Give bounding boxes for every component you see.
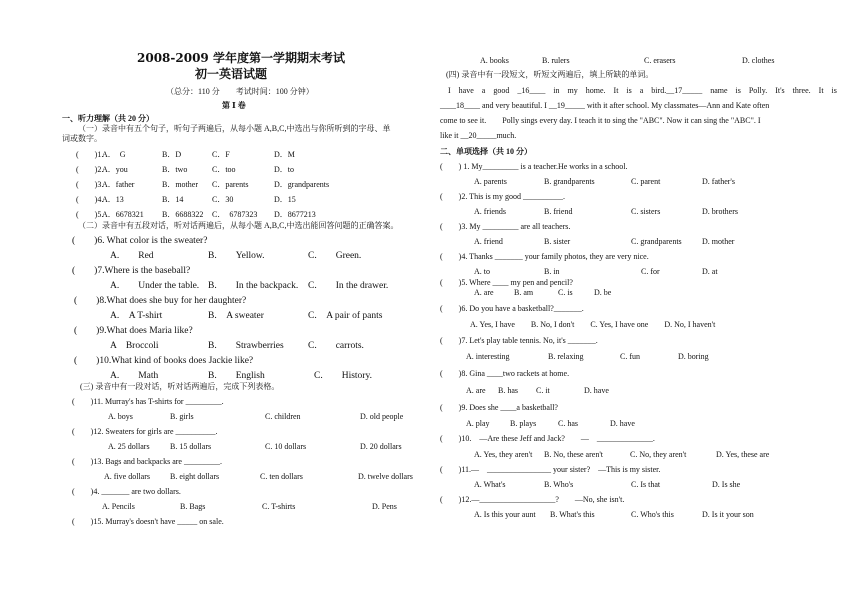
mc3-option-a[interactable]: A. friend [474,237,503,246]
mc7-option-a[interactable]: A. interesting [466,352,510,361]
q14-option-d[interactable]: D. Pens [372,502,397,511]
mc9-option-a[interactable]: A. play [466,419,490,428]
q3-option-c[interactable]: C．parents [212,180,249,189]
mc10-option-b[interactable]: B. No, these aren't [544,450,603,459]
q6-option-a[interactable]: A. Red [110,251,154,261]
q12-option-c[interactable]: C. 10 dollars [265,442,307,451]
mc11-option-a[interactable]: A. What's [474,480,506,489]
q2-option-d[interactable]: D．to [274,165,294,174]
q9-option-a[interactable]: A Broccoli [110,341,159,351]
mc12-option-b[interactable]: B. What's this [550,510,595,519]
mc-question-6-options[interactable]: A. Yes, I have B. No, I don't C. Yes, I have one D. No, I haven't [470,320,716,329]
passage-line-1: I have a good _16____ in my home. It is a bird.__17_____ name is Polly. It's three. It is [448,86,837,95]
q2-option-a[interactable]: A．you [102,165,128,174]
q2-option-c[interactable]: C．too [212,165,236,174]
mc3-option-c[interactable]: C. grandparents [631,237,682,246]
q15-option-d[interactable]: D. clothes [742,56,775,65]
mc2-option-d[interactable]: D. brothers [702,207,738,216]
mc4-option-b[interactable]: B. in [544,267,560,276]
q13-option-c[interactable]: C. ten dollars [260,472,303,481]
section1-instructions-cont: 词或数字。 [62,134,102,143]
mc-question-3: ( )3. My _________ are all teachers. [440,222,571,231]
mc1-option-a[interactable]: A. parents [474,177,507,186]
exam-page: 2008-2009 学年度第一学期期末考试 初一英语试题 （总分：110 分 考试时间：100 分钟） 第 Ⅰ 卷 一、听力理解（共 20 分） （一）录音中有五个句子，听句子两遍后，从每小题 A,B,C,中选出与你所听到的字母、单 词或数字。 ( )1. A． G B．D C．F D．M ( )2. A．you B．two C．too D．to ( )3. A．father B．mother C．parents D．grandparents ( )4. A．13 B．14 C．30 D．15 ( )5. A．6678321 B．6688322 C． 6787323 D．8677213 （二）录音中有五段对话，听对话两遍后，从每小题 A,B,C,中选出能回答问题的正确答案。 ( )6. What color is the sweater? A. Red B. Yellow. C. Green. ( )7.Where is the baseball? A. Under the table. B. In the backpack. C. In the drawer. ( )8.What does she buy for her daughter? A. A T-shirt B. A sweater C. A pair of pants ( )9.What does Maria like? A Broccoli B. Strawberries C. carrots. ( )10.What kind of books does Jackie like? A. Math B. English C. History. (三) 录音中有一段对话，听对话两遍后，完成下列表格。 ( )11. Murray's has T-shirts for _________. A. boys B. girls C. children D. old people ( )12. Sweaters for girls are __________. A. 25 dollars B. 15 dollars C. 10 dollars D. 20 dollars ( )13. Bags and backpacks are _________. A. five dollars B. eight dollars C. ten dollars D. twelve dollars ( )4. _______ are two dollars. A. Pencils B. Bags C. T-shirts D. Pens ( )15. Murray's doesn't have _____ on sale. A. books B. rulers C. erasers D. clothes (四) 录音中有一段短文，听短文两遍后，填上所缺的单词。 I have a good _16____ in my home. It is a bird.__17_____ name is Polly. It's three. It is ____18____ and very beautiful. I __19_____ with it after school. My classmates—Ann and Kate often come to see it. Polly sings every day. I teach it to sing the "ABC". Now it can sing the "ABC". I like it __20_____much. 二、单项选择（共 10 分） ( ) 1. My_________ is a teacher.He works in a school. A. parents B. grandparents C. parent D. father's ( )2. This is my good __________. A. friends B. friend C. sisters D. brothers ( )3. My _________ are all teachers. A. friend B. sister C. grandparents D. mother ( )4. Thanks _______ your family photos, they are very nice. A. to B. in C. for D. at ( )5. Where ____ my pen and pencil? A. are B. am C. is D. be ( )6. Do you have a basketball?_______. A. Yes, I have B. No, I don't C. Yes, I have one D. No, I haven't ( )7. Let's play table tennis. No, it's _______. A. interesting B. relaxing C. fun D. boring ( )8. Gina ____two rackets at home. A. are B. has C. it D. have ( )9. Does she ____a basketball? A. play B. plays C. has D. have ( )10. —Are these Jeff and Jack? — ______________. A. Yes, they aren't B. No, these aren't C. No, they aren't D. Yes, these are ( )11.— ________________ your sister? —This is my sister. A. What's B. Who's C. Is that D. Is she ( )12.—___________________? —No, she isn't. A. Is this your aunt B. What's this C. Who's this D. Is it your son [62,51,837,526]
q4-option-b[interactable]: B．14 [162,195,184,204]
mc11-option-c[interactable]: C. Is that [631,480,661,489]
mc8-option-b[interactable]: B. has [498,386,518,395]
mc-question-1: ( ) 1. My_________ is a teacher.He works in a school. [440,162,628,171]
passage-line-4: like it __20_____much. [440,131,517,140]
question-8: ( )8.What does she buy for her daughter? [74,296,247,306]
section1-instructions: （一）录音中有五个句子，听句子两遍后，从每小题 A,B,C,中选出与你所听到的字母、单 [78,124,391,133]
mc9-option-d[interactable]: D. have [610,419,635,428]
q10-option-a[interactable]: A. Math [110,371,159,381]
part1-heading: 一、听力理解（共 20 分） [62,114,154,123]
q1-option-c[interactable]: C．F [212,150,230,159]
q5-option-a[interactable]: A．6678321 [102,210,144,219]
q4-option-d[interactable]: D．15 [274,195,296,204]
q11-option-b[interactable]: B. girls [170,412,194,421]
mc-question-6: ( )6. Do you have a basketball?_______. [440,304,584,313]
section4-instructions: (四) 录音中有一段短文，听短文两遍后，填上所缺的单词。 [446,70,654,79]
q6-option-c[interactable]: C. Green. [308,251,362,261]
question-6: ( )6. What color is the sweater? [72,236,208,246]
question-12: ( )12. Sweaters for girls are __________. [72,427,218,436]
q9-option-b[interactable]: B. Strawberries [208,341,284,351]
q14-option-a[interactable]: A. Pencils [102,502,135,511]
q12-option-b[interactable]: B. 15 dollars [170,442,212,451]
q12-option-a[interactable]: A. 25 dollars [108,442,150,451]
mc-question-8: ( )8. Gina ____two rackets at home. [440,369,570,378]
q4-option-a[interactable]: A．13 [102,195,124,204]
section3-instructions: (三) 录音中有一段对话，听对话两遍后，完成下列表格。 [80,382,280,391]
q14-option-b[interactable]: B. Bags [180,502,206,511]
mc3-option-b[interactable]: B. sister [544,237,571,246]
q10-option-c[interactable]: C. History. [314,371,372,381]
passage-line-3: come to see it. Polly sings every day. I teach it to sing the "ABC". Now it can sing the "ABC". I [440,116,761,125]
section2-instructions: （二）录音中有五段对话，听对话两遍后，从每小题 A,B,C,中选出能回答问题的正确答案。 [78,221,399,230]
mc4-option-a[interactable]: A. to [474,267,490,276]
mc2-option-b[interactable]: B. friend [544,207,573,216]
mc4-option-d[interactable]: D. at [702,267,718,276]
q15-option-c[interactable]: C. erasers [644,56,676,65]
mc2-option-c[interactable]: C. sisters [631,207,661,216]
mc10-option-d[interactable]: D. Yes, these are [716,450,770,459]
q15-option-a[interactable]: A. books [480,56,509,65]
mc-question-5: ( )5. Where ____ my pen and pencil? [440,278,573,287]
mc11-option-b[interactable]: B. Who's [544,480,574,489]
question-7: ( )7.Where is the baseball? [72,266,191,276]
q7-option-c[interactable]: C. In the drawer. [308,281,389,291]
question-9: ( )9.What does Maria like? [74,326,193,336]
q8-option-a[interactable]: A. A T-shirt [110,311,163,321]
part2-heading: 二、单项选择（共 10 分） [440,147,532,156]
mc12-option-c[interactable]: C. Who's this [631,510,674,519]
q5-option-d[interactable]: D．8677213 [274,210,316,219]
mc3-option-d[interactable]: D. mother [702,237,735,246]
q1-option-b[interactable]: B．D [162,150,182,159]
mc-question-2: ( )2. This is my good __________. [440,192,565,201]
mc9-option-b[interactable]: B. plays [510,419,537,428]
mc9-option-c[interactable]: C. has [558,419,578,428]
exam-meta: （总分：110 分 考试时间：100 分钟） [166,87,314,96]
mc1-option-d[interactable]: D. father's [702,177,735,186]
q14-option-c[interactable]: C. T-shirts [262,502,296,511]
volume-label: 第 Ⅰ 卷 [222,101,246,110]
question-14: ( )4. _______ are two dollars. [72,487,181,496]
mc-question-9: ( )9. Does she ____a basketball? [440,403,558,412]
mc5-option-d[interactable]: D. be [594,288,612,297]
mc7-option-d[interactable]: D. boring [678,352,709,361]
q9-option-c[interactable]: C. carrots. [308,341,364,351]
q6-option-b[interactable]: B. Yellow. [208,251,265,261]
mc5-option-c[interactable]: C. is [558,288,573,297]
q7-option-a[interactable]: A. Under the table. [110,281,200,291]
q13-option-b[interactable]: B. eight dollars [170,472,220,481]
mc8-option-d[interactable]: D. have [584,386,609,395]
mc10-option-a[interactable]: A. Yes, they aren't [474,450,533,459]
mc-question-11: ( )11.— ________________ your sister? —This is my sister. [440,465,661,474]
mc1-option-c[interactable]: C. parent [631,177,661,186]
q8-option-b[interactable]: B. A sweater [208,311,264,321]
mc7-option-b[interactable]: B. relaxing [548,352,584,361]
mc8-option-a[interactable]: A. are [466,386,486,395]
q5-option-c[interactable]: C． 6787323 [212,210,258,219]
mc11-option-d[interactable]: D. Is she [712,480,741,489]
mc1-option-b[interactable]: B. grandparents [544,177,595,186]
q3-option-d[interactable]: D．grandparents [274,180,330,189]
exam-title: 2008-2009 学年度第一学期期末考试 [137,51,345,65]
mc-question-4: ( )4. Thanks _______ your family photos, they are very nice. [440,252,649,261]
mc5-option-a[interactable]: A. are [474,288,494,297]
mc2-option-a[interactable]: A. friends [474,207,506,216]
q11-option-d[interactable]: D. old people [360,412,404,421]
mc-question-12: ( )12.—___________________? —No, she isn't. [440,495,625,504]
q11-option-a[interactable]: A. boys [108,412,133,421]
question-11: ( )11. Murray's has T-shirts for _________. [72,397,224,406]
passage-line-2: ____18____ and very beautiful. I __19_____ with it after school. My classmates—Ann and Kate often [440,101,770,110]
mc-question-7: ( )7. Let's play table tennis. No, it's _______. [440,336,598,345]
question-13: ( )13. Bags and backpacks are _________. [72,457,222,466]
q1-option-d[interactable]: D．M [274,150,295,159]
q8-option-c[interactable]: C. A pair of pants [308,311,383,321]
mc12-option-a[interactable]: A. Is this your aunt [474,510,536,519]
mc7-option-c[interactable]: C. fun [620,352,640,361]
exam-subtitle: 初一英语试题 [195,67,268,81]
q12-option-d[interactable]: D. 20 dollars [360,442,402,451]
q5-option-b[interactable]: B．6688322 [162,210,204,219]
q4-option-c[interactable]: C．30 [212,195,234,204]
q13-option-a[interactable]: A. five dollars [104,472,150,481]
q1-option-a[interactable]: A． G [102,150,126,159]
mc12-option-d[interactable]: D. Is it your son [702,510,754,519]
q3-option-a[interactable]: A．father [102,180,135,189]
q13-option-d[interactable]: D. twelve dollars [358,472,413,481]
mc5-option-b[interactable]: B. am [514,288,534,297]
mc-question-10: ( )10. —Are these Jeff and Jack? — ______________. [440,434,655,443]
q10-option-b[interactable]: B. English [208,371,265,381]
mc10-option-c[interactable]: C. No, they aren't [630,450,687,459]
q7-option-b[interactable]: B. In the backpack. [208,281,299,291]
q11-option-c[interactable]: C. children [265,412,301,421]
q2-option-b[interactable]: B．two [162,165,188,174]
question-15: ( )15. Murray's doesn't have _____ on sale. [72,517,224,526]
question-10: ( )10.What kind of books does Jackie like? [74,356,254,366]
q15-option-b[interactable]: B. rulers [542,56,570,65]
mc8-option-c[interactable]: C. it [536,386,550,395]
q3-option-b[interactable]: B．mother [162,180,198,189]
mc4-option-c[interactable]: C. for [641,267,660,276]
